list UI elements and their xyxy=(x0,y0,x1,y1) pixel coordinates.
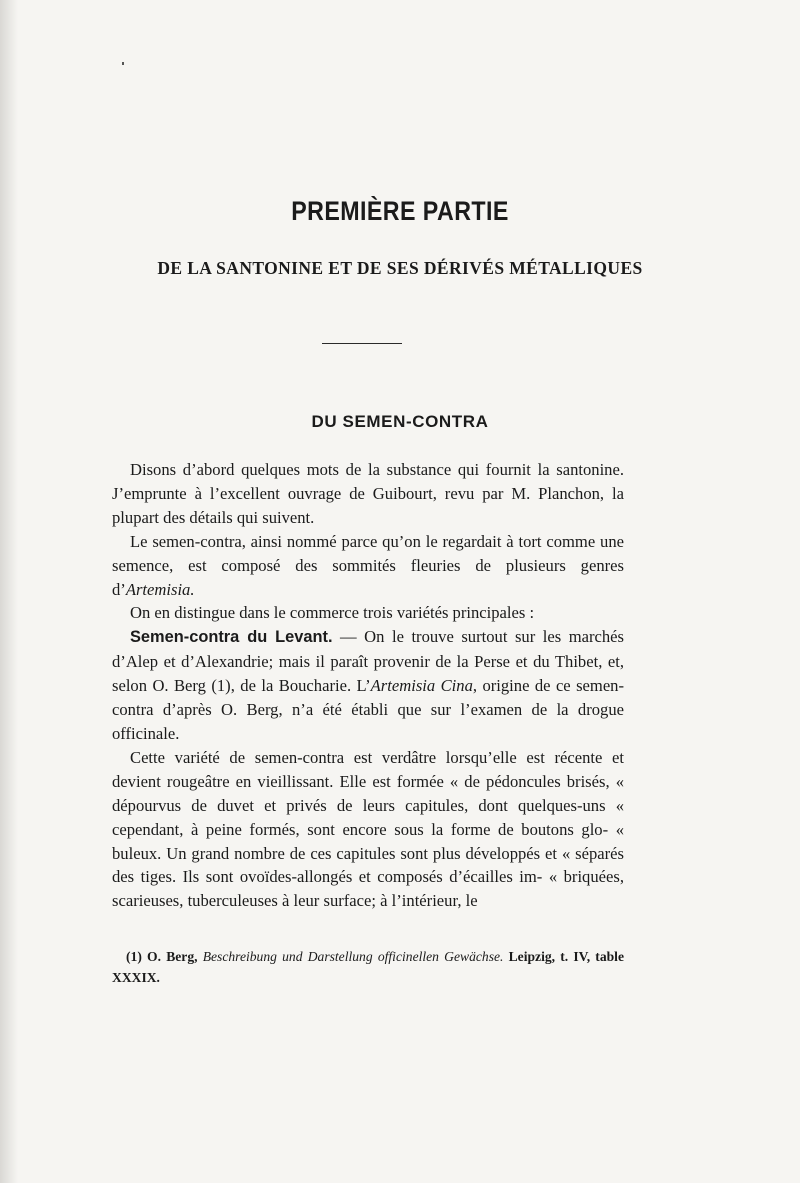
section-title-text: DU SEMEN-CONTRA xyxy=(311,412,489,431)
footnote-tail: Leipzig, t. IV, table XXXIX. xyxy=(112,949,624,985)
section-title xyxy=(0,412,800,432)
paragraph-4 xyxy=(112,625,624,746)
footnote-text xyxy=(112,946,624,988)
paragraph-2-italic: Artemisia. xyxy=(125,579,195,599)
paragraph-3: On en distingue dans le commerce trois variétés principales : xyxy=(130,603,535,623)
variety-heading: Semen-contra du Levant. xyxy=(130,628,333,647)
footnote-title: Beschreibung und Darstellung officinellen Gewächse. xyxy=(202,949,504,964)
body-text xyxy=(112,458,624,913)
page-edge-shadow xyxy=(0,0,18,1183)
paragraph-5: Cette variété de semen-contra est verdâtre lorsqu’elle est récente et devient rougeâtre en vieillissant. Elle est formée « de pédoncules brisés, « dépourvus de duvet et privés de leurs capitules, dont quelques-uns « cependant, à peine formés, sont encore sous la forme de boutons glo- « buleux. Un grand nombre de ces capitules sont plus développés et « séparés des tiges. Ils sont ovoïdes-allongés et composés d’écailles im- « briquées, scarieuses, tuberculeuses à leur surface; à l’intérieur, le xyxy=(112,747,624,911)
paragraph-1: Disons d’abord quelques mots de la substance qui fournit la santonine. J’emprunte à l’excellent ouvrage de Guibourt, revu par M. Planchon, la plupart des détails qui suivent. xyxy=(112,460,624,527)
paragraph-4-italic: Artemisia Cina xyxy=(370,676,473,696)
footnote xyxy=(112,946,624,988)
part-subtitle: DE LA SANTONINE ET DE SES DÉRIVÉS MÉTALLIQUES xyxy=(157,258,643,278)
ink-speck xyxy=(122,62,124,65)
divider-rule xyxy=(322,343,402,344)
paragraph-4-text-a: — On le trouve surtout sur les marchés d’Alep et d’Alexandrie; mais il paraît provenir de la Perse et du Thibet, et, selon O. Berg (1), de la Boucharie. L’ xyxy=(112,627,624,696)
part-title: PREMIÈRE PARTIE xyxy=(291,196,509,226)
paragraph-4-text-b: , origine de ce semen-contra d’après O. Berg, n’a été établi que sur l’examen de la drogue officinale. xyxy=(112,676,625,743)
paragraph-2-text: Le semen-contra, ainsi nommé parce qu’on le regardait à tort comme une semence, est composé des sommités fleuries de plusieurs genres d’ xyxy=(112,531,624,599)
paragraph-2 xyxy=(112,530,624,602)
footnote-ref: (1) O. Berg, xyxy=(126,949,203,964)
